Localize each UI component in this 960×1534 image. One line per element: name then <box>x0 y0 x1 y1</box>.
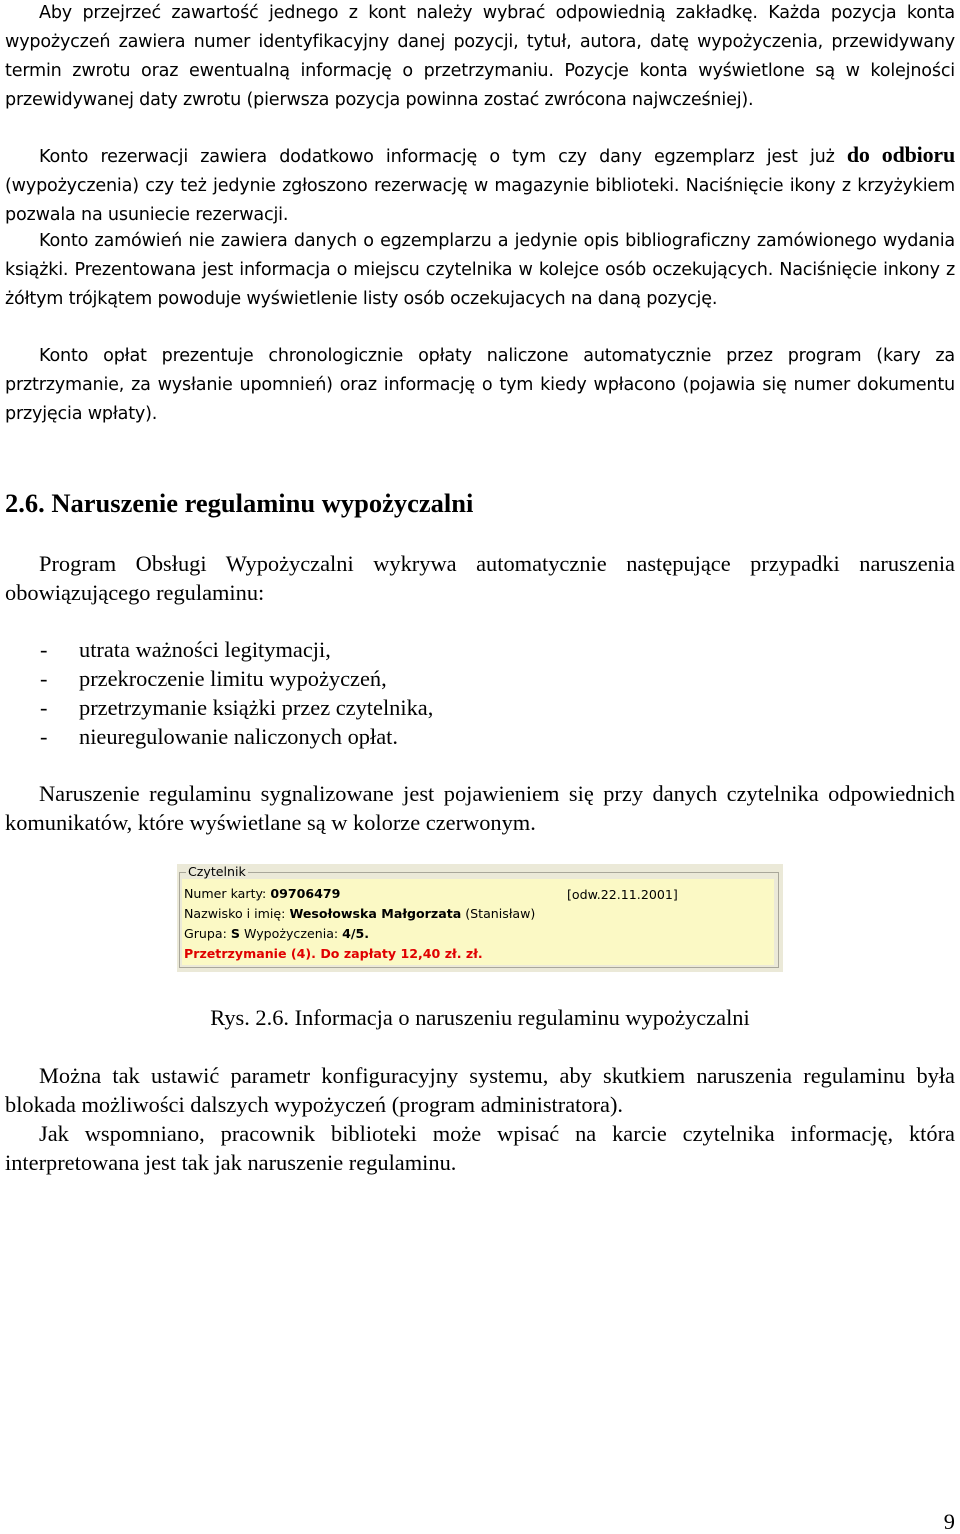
violations-list-wrap <box>5 635 955 751</box>
reservation-paragraph-wrap <box>5 140 955 230</box>
signal-paragraph-wrap <box>5 779 955 837</box>
list-item <box>5 635 955 664</box>
group-value: S <box>230 926 240 941</box>
closing-paragraph-1-wrap <box>5 1061 955 1119</box>
card-number-value: 09706479 <box>270 886 341 901</box>
card-number-row <box>184 884 340 904</box>
loans-label: Wypożyczenia: <box>243 926 339 941</box>
violations-list <box>5 635 955 751</box>
intro-paragraph-1: Aby przejrzeć zawartość jednego z kont należy wybrać odpowiednią zakładkę. Każda pozycja konta wypożyczeń zawiera numer identyfikacyjny danej pozycji, tytuł, autora, datę wypożyczenia, przewidywany termin zwrotu oraz ewentualną informację o przetrzymaniu. Pozycje konta wyświetlone są w kolejności przewidywanej daty zwrotu (pierwsza pozycja powinna zostać zwrócona najwcześniej). <box>5 3 955 110</box>
signal-paragraph: Naruszenie regulaminu sygnalizowane jest pojawieniem się przy danych czytelnika odpowiednich komunikatów, które wyświetlane są w kolorze czerwonym. <box>5 781 955 835</box>
reader-panel-figure <box>177 864 783 972</box>
group-label: Grupa: <box>184 926 227 941</box>
section-lead: Program Obsługi Wypożyczalni wykrywa automatycznie następujące przypadki naruszenia obowiązującego regulaminu: <box>5 551 955 605</box>
name-value: Wesołowska Małgorzata <box>289 906 462 921</box>
name-row <box>184 904 535 924</box>
list-item <box>5 693 955 722</box>
list-item-text: nieuregulowanie naliczonych opłat. <box>79 724 398 749</box>
list-item <box>5 722 955 751</box>
card-number-label: Numer karty: <box>184 886 267 901</box>
list-dash: - <box>40 666 48 691</box>
section-lead-wrap <box>5 549 955 607</box>
intro-paragraph-4: Konto opłat prezentuje chronologicznie opłaty naliczone automatycznie przez program (kary za prztrzymanie, za wysłanie upomnień) oraz informację o tym kiedy wpłacono (pojawia się numer dokumentu przyjęcia wpłaty). <box>5 346 955 424</box>
name-note: (Stanisław) <box>465 906 536 921</box>
group-row <box>184 924 369 944</box>
reader-fieldset <box>179 864 779 968</box>
list-dash: - <box>40 637 48 662</box>
p2-before: Konto rezerwacji zawiera dodatkowo informację o tym czy dany egzemplarz jest już <box>39 147 847 167</box>
p2-after: (wypożyczenia) czy też jedynie zgłoszono rezerwację w magazynie biblioteki. Naciśnięcie ikony z krzyżykiem pozwala na usuniecie rezerwacji. <box>5 176 955 225</box>
list-item-text: przetrzymanie książki przez czytelnika, <box>79 695 434 720</box>
overdue-warning: Przetrzymanie (4). Do zapłaty 12,40 zł. zł. <box>184 946 483 961</box>
loans-value: 4/5. <box>342 926 370 941</box>
orders-paragraph-wrap <box>5 227 955 314</box>
list-item-text: utrata ważności legitymacji, <box>79 637 331 662</box>
closing-paragraph-2-wrap <box>5 1119 955 1177</box>
list-item <box>5 664 955 693</box>
closing-paragraph-2: Jak wspomniano, pracownik biblioteki może wpisać na karcie czytelnika informację, która interpretowana jest tak jak naruszenie regulaminu. <box>5 1121 955 1175</box>
section-heading: 2.6. Naruszenie regulaminu wypożyczalni <box>5 488 474 518</box>
page-number: 9 <box>943 1509 955 1534</box>
list-item-text: przekroczenie limitu wypożyczeń, <box>79 666 387 691</box>
name-label: Nazwisko i imię: <box>184 906 286 921</box>
p2-bold: do odbioru <box>846 142 955 167</box>
reader-legend: Czytelnik <box>188 864 246 879</box>
figure-caption: Rys. 2.6. Informacja o naruszeniu regulaminu wypożyczalni <box>210 1005 750 1030</box>
fees-paragraph-wrap <box>5 342 955 429</box>
list-dash: - <box>40 695 48 720</box>
intro-section <box>5 0 955 115</box>
reader-info-box <box>182 879 774 965</box>
intro-paragraph-2 <box>5 140 955 230</box>
list-dash: - <box>40 724 48 749</box>
closing-paragraph-1: Można tak ustawić parametr konfiguracyjny systemu, aby skutkiem naruszenia regulaminu była blokada możliwości dalszych wypożyczeń (program administratora). <box>5 1063 955 1117</box>
intro-paragraph-3: Konto zamówień nie zawiera danych o egzemplarzu a jedynie opis bibliograficzny zamówionego wydania książki. Prezentowana jest informacja o miejscu czytelnika w kolejce osób oczekujących. Naciśnięcie inkony z żółtym trójkątem powoduje wyświetlenie listy osób oczekujacych na daną pozycję. <box>5 231 955 309</box>
validity-date: [odw.22.11.2001] <box>567 887 678 902</box>
